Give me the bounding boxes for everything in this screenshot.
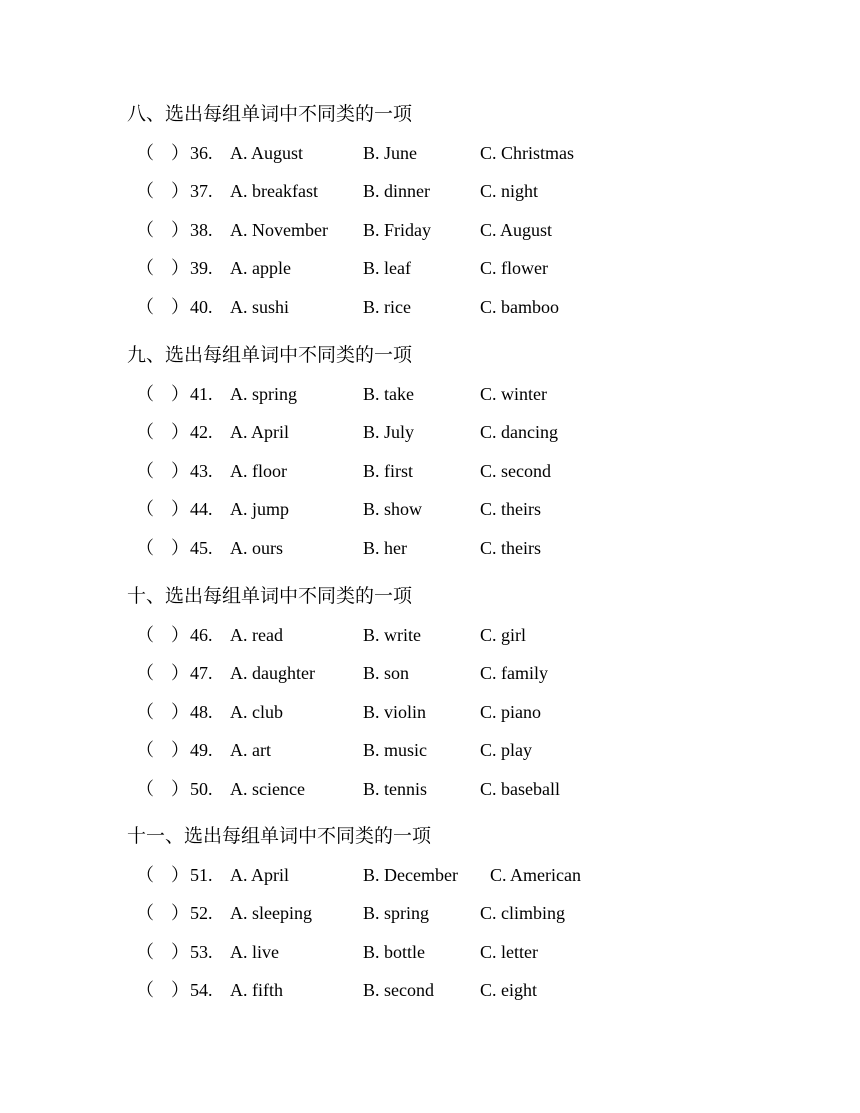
question-number: 50.: [190, 778, 213, 799]
option-b: B. write: [363, 625, 421, 645]
question-number: 38.: [190, 219, 213, 240]
option-a: A. ours: [230, 537, 283, 558]
option-c: C. baseball: [480, 778, 560, 799]
answer-blank-open: （: [136, 258, 154, 279]
answer-blank-open: （: [136, 865, 154, 885]
answer-blank-close: ）: [171, 181, 189, 202]
option-b: B. June: [363, 143, 417, 163]
section-11: [127, 816, 827, 1010]
option-c: C. family: [480, 663, 548, 684]
answer-blank-open: （: [136, 778, 154, 799]
question-row: [127, 894, 827, 932]
option-c: C. dancing: [480, 422, 558, 443]
answer-blank-close: ）: [171, 296, 189, 317]
question-number: 46.: [190, 625, 213, 645]
question-row: [127, 375, 827, 413]
question-row: [127, 693, 827, 731]
answer-blank-close: ）: [171, 778, 189, 799]
question-number: 42.: [190, 422, 213, 443]
option-c: C. theirs: [480, 537, 541, 558]
option-b: B. Friday: [363, 219, 432, 240]
option-a: A. floor: [230, 460, 287, 481]
option-c: C. theirs: [480, 499, 541, 520]
option-a: A. sushi: [230, 296, 290, 317]
question-number: 41.: [190, 384, 213, 404]
option-b: B. spring: [363, 903, 430, 924]
option-c: C. play: [480, 740, 532, 761]
option-a: A. club: [230, 701, 283, 722]
option-c: C. bamboo: [480, 296, 559, 317]
section-title: 十一、选出每组单词中不同类的一项: [127, 825, 432, 847]
option-b: B. bottle: [363, 941, 425, 962]
answer-blank-open: （: [136, 537, 154, 558]
option-c: C. night: [480, 181, 539, 202]
option-c: C. second: [480, 460, 551, 481]
option-b: B. son: [363, 663, 410, 684]
option-a: A. jump: [230, 499, 290, 520]
answer-blank-close: ）: [171, 422, 189, 443]
question-row: [127, 249, 827, 287]
answer-blank-open: （: [136, 181, 154, 202]
answer-blank-open: （: [136, 663, 154, 684]
option-b: B. take: [363, 384, 414, 404]
question-row: [127, 616, 827, 654]
answer-blank-close: ）: [171, 499, 189, 520]
option-a: A. apple: [230, 258, 291, 279]
option-c: C. piano: [480, 701, 541, 722]
option-a: A. April: [230, 422, 290, 443]
answer-blank-close: ）: [171, 903, 189, 924]
answer-blank-close: ）: [171, 258, 189, 279]
answer-blank-open: （: [136, 422, 154, 443]
option-a: A. November: [230, 219, 328, 240]
option-c: C. flower: [480, 258, 548, 279]
answer-blank-open: （: [136, 219, 154, 240]
answer-blank-close: ）: [171, 701, 189, 722]
question-row: [127, 452, 827, 490]
option-c: C. girl: [480, 625, 527, 645]
answer-blank-close: ）: [171, 941, 189, 962]
option-a: A. science: [230, 778, 305, 799]
option-c: C. winter: [480, 384, 547, 404]
answer-blank-open: （: [136, 740, 154, 761]
question-row: [127, 134, 827, 172]
option-b: B. second: [363, 980, 434, 1001]
question-row: [127, 172, 827, 210]
answer-blank-open: （: [136, 143, 154, 163]
option-a: A. sleeping: [230, 903, 312, 924]
answer-blank-close: ）: [171, 980, 189, 1001]
option-b: B. violin: [363, 701, 427, 722]
question-number: 48.: [190, 701, 213, 722]
question-number: 53.: [190, 941, 213, 962]
question-number: 51.: [190, 865, 213, 885]
question-row: [127, 933, 827, 971]
answer-blank-open: （: [136, 296, 154, 317]
answer-blank-close: ）: [171, 865, 189, 885]
option-c: C. Christmas: [480, 143, 575, 163]
section-title: 九、选出每组单词中不同类的一项: [127, 344, 413, 366]
answer-blank-close: ）: [171, 460, 189, 481]
question-row: [127, 288, 827, 326]
question-row: [127, 731, 827, 769]
answer-blank-open: （: [136, 903, 154, 924]
answer-blank-open: （: [136, 625, 154, 645]
question-row: [127, 529, 827, 567]
option-a: A. breakfast: [230, 181, 318, 202]
answer-blank-close: ）: [171, 537, 189, 558]
question-number: 49.: [190, 740, 213, 761]
question-row: [127, 490, 827, 528]
option-b: B. music: [363, 740, 428, 761]
option-b: B. December: [363, 865, 458, 885]
option-c: C. American: [490, 865, 581, 885]
option-a: A. read: [230, 625, 283, 645]
option-b: B. her: [363, 537, 407, 558]
answer-blank-close: ）: [171, 384, 189, 404]
option-b: B. leaf: [363, 258, 411, 279]
option-c: C. letter: [480, 941, 538, 962]
section-8: [127, 94, 827, 326]
question-number: 45.: [190, 537, 213, 558]
answer-blank-open: （: [136, 980, 154, 1001]
answer-blank-open: （: [136, 460, 154, 481]
option-b: B. July: [363, 422, 415, 443]
question-row: [127, 856, 827, 894]
question-row: [127, 971, 827, 1009]
option-a: A. art: [230, 740, 271, 761]
question-number: 52.: [190, 903, 213, 924]
question-row: [127, 211, 827, 249]
option-b: B. rice: [363, 296, 411, 317]
answer-blank-close: ）: [171, 219, 189, 240]
answer-blank-open: （: [136, 499, 154, 520]
option-a: A. spring: [230, 384, 297, 404]
answer-blank-open: （: [136, 941, 154, 962]
option-b: B. first: [363, 460, 414, 481]
answer-blank-close: ）: [171, 625, 189, 645]
option-a: A. August: [230, 143, 304, 163]
option-b: B. dinner: [363, 181, 430, 202]
question-row: [127, 413, 827, 451]
answer-blank-close: ）: [171, 663, 189, 684]
option-b: B. tennis: [363, 778, 428, 799]
question-number: 37.: [190, 181, 213, 202]
question-number: 43.: [190, 460, 213, 481]
question-row: [127, 770, 827, 808]
question-number: 44.: [190, 499, 213, 520]
section-9: [127, 335, 827, 567]
question-number: 36.: [190, 143, 213, 163]
answer-blank-close: ）: [171, 143, 189, 163]
option-b: B. show: [363, 499, 423, 520]
question-number: 47.: [190, 663, 213, 684]
option-c: C. eight: [480, 980, 537, 1001]
question-number: 39.: [190, 258, 213, 279]
option-c: C. climbing: [480, 903, 565, 924]
question-row: [127, 654, 827, 692]
option-c: C. August: [480, 219, 553, 240]
question-number: 40.: [190, 296, 213, 317]
option-a: A. April: [230, 865, 290, 885]
section-title: 八、选出每组单词中不同类的一项: [127, 103, 413, 125]
option-a: A. fifth: [230, 980, 283, 1001]
option-a: A. daughter: [230, 663, 315, 684]
answer-blank-open: （: [136, 701, 154, 722]
answer-blank-close: ）: [171, 740, 189, 761]
answer-blank-open: （: [136, 384, 154, 404]
section-10: [127, 576, 827, 808]
section-title: 十、选出每组单词中不同类的一项: [127, 585, 413, 607]
question-number: 54.: [190, 980, 213, 1001]
option-a: A. live: [230, 941, 279, 962]
